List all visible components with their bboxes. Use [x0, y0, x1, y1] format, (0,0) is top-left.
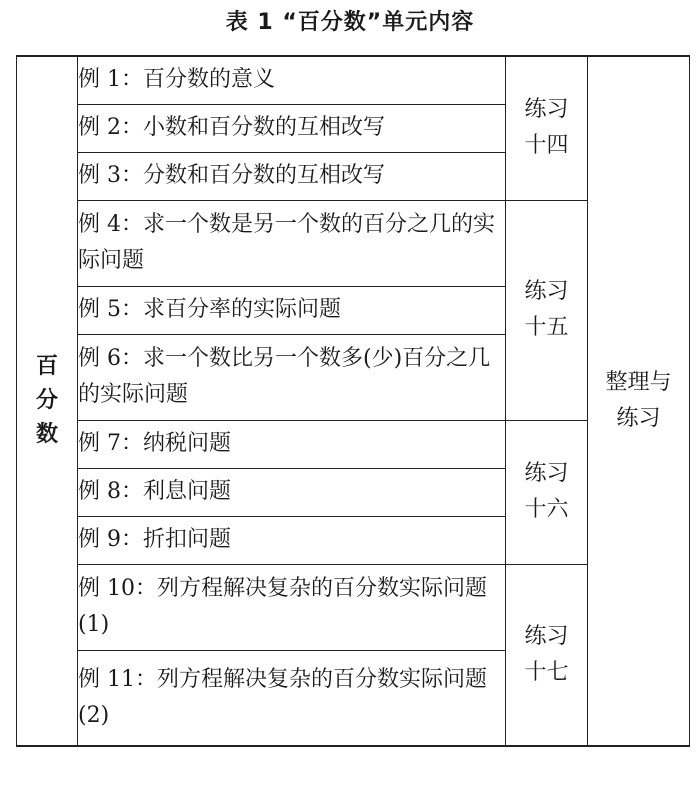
practice-cell — [506, 564, 588, 746]
example-cell: 例 3：分数和百分数的互相改写 — [78, 152, 506, 200]
example-cell: 例 11：列方程解决复杂的百分数实际问题(2) — [78, 650, 506, 746]
table-title: 表 1 “百分数”单元内容 — [225, 10, 475, 35]
example-cell: 例 7：纳税问题 — [78, 420, 506, 468]
practice-label: 练习十六 — [524, 461, 569, 522]
example-cell: 例 6：求一个数比另一个数多(少)百分之几的实际问题 — [78, 334, 506, 420]
example-cell: 例 1：百分数的意义 — [78, 56, 506, 104]
practice-cell — [506, 420, 588, 564]
example-cell: 例 4：求一个数是另一个数的百分之几的实际问题 — [78, 200, 506, 286]
example-cell: 例 8：利息问题 — [78, 468, 506, 516]
practice-label: 练习十五 — [524, 279, 569, 340]
example-cell: 例 2：小数和百分数的互相改写 — [78, 104, 506, 152]
practice-label: 练习十四 — [524, 97, 569, 159]
review-cell — [588, 56, 690, 746]
review-label: 整理与练习 — [605, 370, 672, 431]
practice-cell — [506, 56, 588, 200]
unit-content-table — [16, 55, 690, 747]
example-cell: 例 10：列方程解决复杂的百分数实际问题(1) — [78, 564, 506, 650]
practice-label: 练习十七 — [524, 623, 569, 685]
example-cell: 例 9：折扣问题 — [78, 516, 506, 564]
practice-cell — [506, 200, 588, 420]
unit-label: 百分数 — [36, 353, 59, 447]
unit-cell — [17, 56, 78, 746]
table-row — [17, 56, 690, 104]
example-cell: 例 5：求百分率的实际问题 — [78, 286, 506, 334]
